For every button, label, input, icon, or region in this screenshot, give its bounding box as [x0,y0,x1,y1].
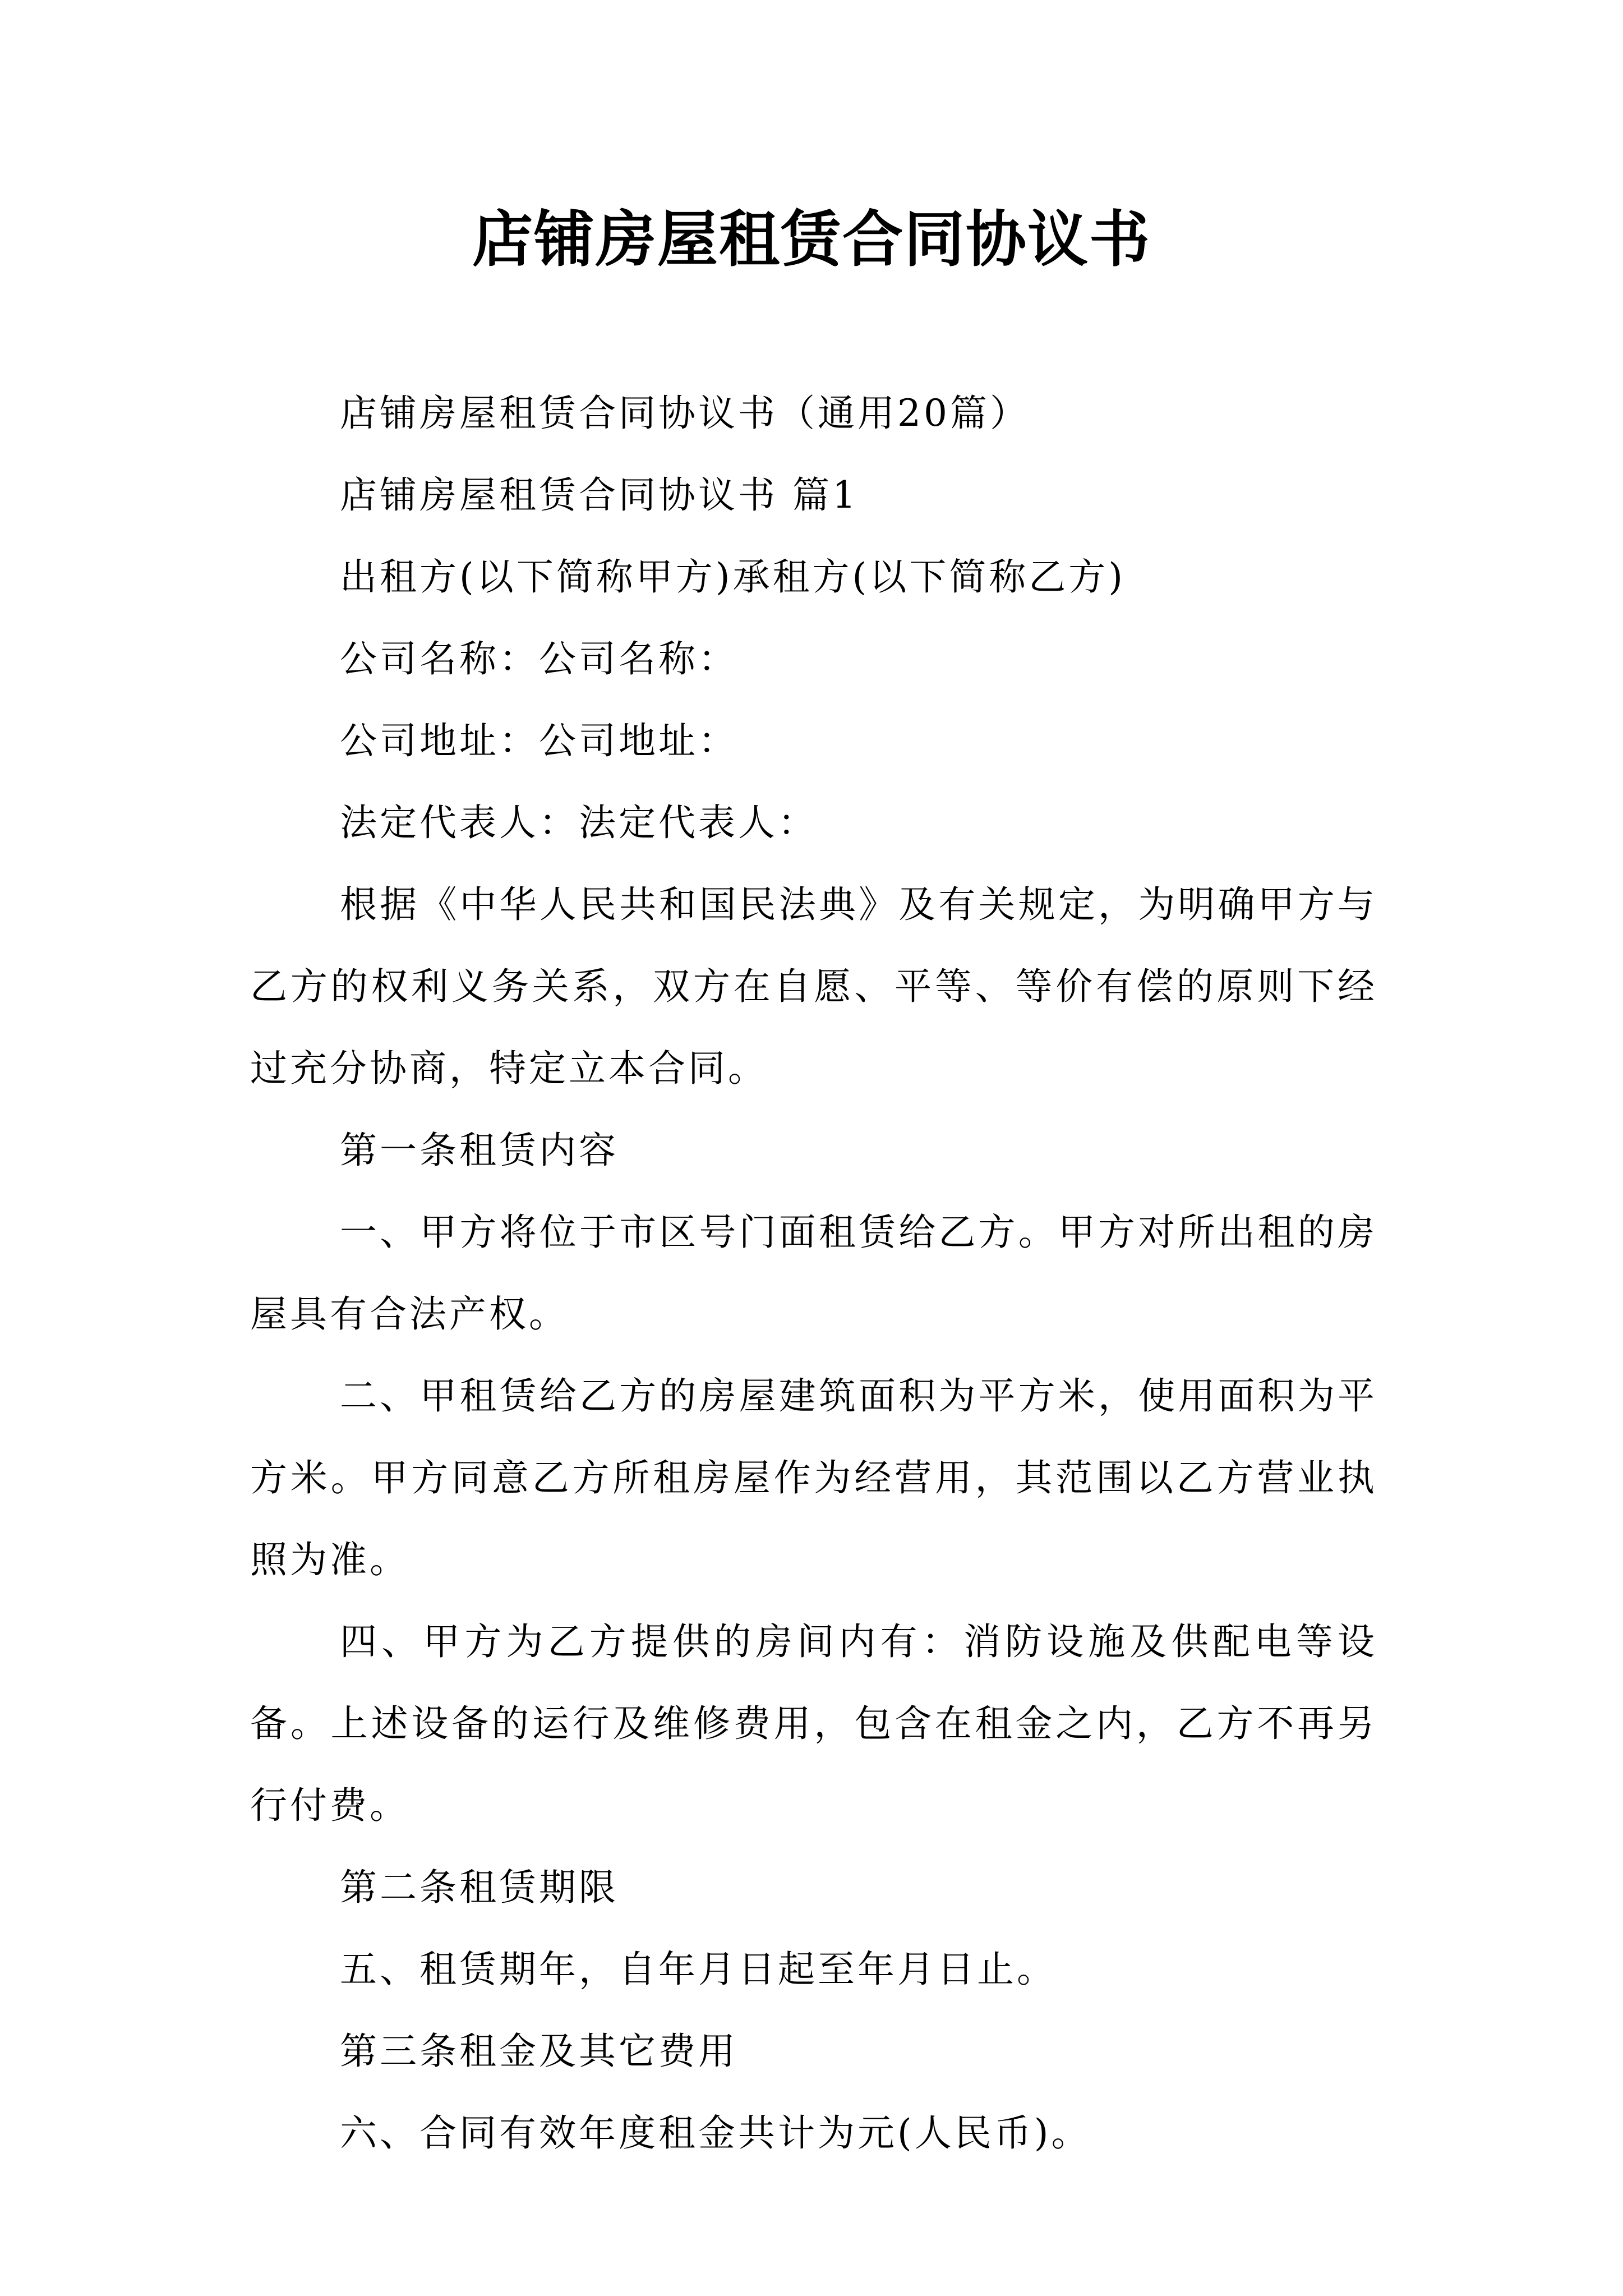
paragraph: 出租方(以下简称甲方)承租方(以下简称乙方) [340,555,1126,599]
section-heading: 第一条租赁内容 [340,1129,619,1172]
paragraph: 五、租赁期年，自年月日起至年月日止。 [340,1948,1057,1991]
paragraph: 根据《中华人民共和国民法典》及有关规定，为明确甲方与乙方的权利义务关系，双方在自愿、平等、等价有偿的原则下经过充分协商，特定立本合同。 [250,883,1377,1090]
section-heading: 第二条租赁期限 [340,1866,619,1909]
paragraph: 法定代表人：法定代表人： [340,801,818,844]
paragraph: 二、甲租赁给乙方的房屋建筑面积为平方米，使用面积为平方米。甲方同意乙方所租房屋作为经营用，其范围以乙方营业执照为准。 [250,1374,1377,1581]
document-title: 店铺房屋租赁合同协议书 [472,204,1151,275]
section-heading: 第三条租金及其它费用 [340,2030,738,2073]
paragraph: 公司名称：公司名称： [340,637,738,680]
paragraph: 店铺房屋租赁合同协议书（通用20篇） [340,392,1030,435]
paragraph: 店铺房屋租赁合同协议书 篇1 [340,473,859,517]
paragraph: 四、甲方为乙方提供的房间内有：消防设施及供配电等设备。上述设备的运行及维修费用，包含在租金之内，乙方不再另行付费。 [250,1620,1377,1827]
paragraph: 六、合同有效年度租金共计为元(人民币)。 [340,2111,1091,2155]
paragraph: 一、甲方将位于市区号门面租赁给乙方。甲方对所出租的房屋具有合法产权。 [250,1211,1377,1336]
document-body [250,372,1377,2174]
paragraph: 公司地址：公司地址： [340,719,738,762]
